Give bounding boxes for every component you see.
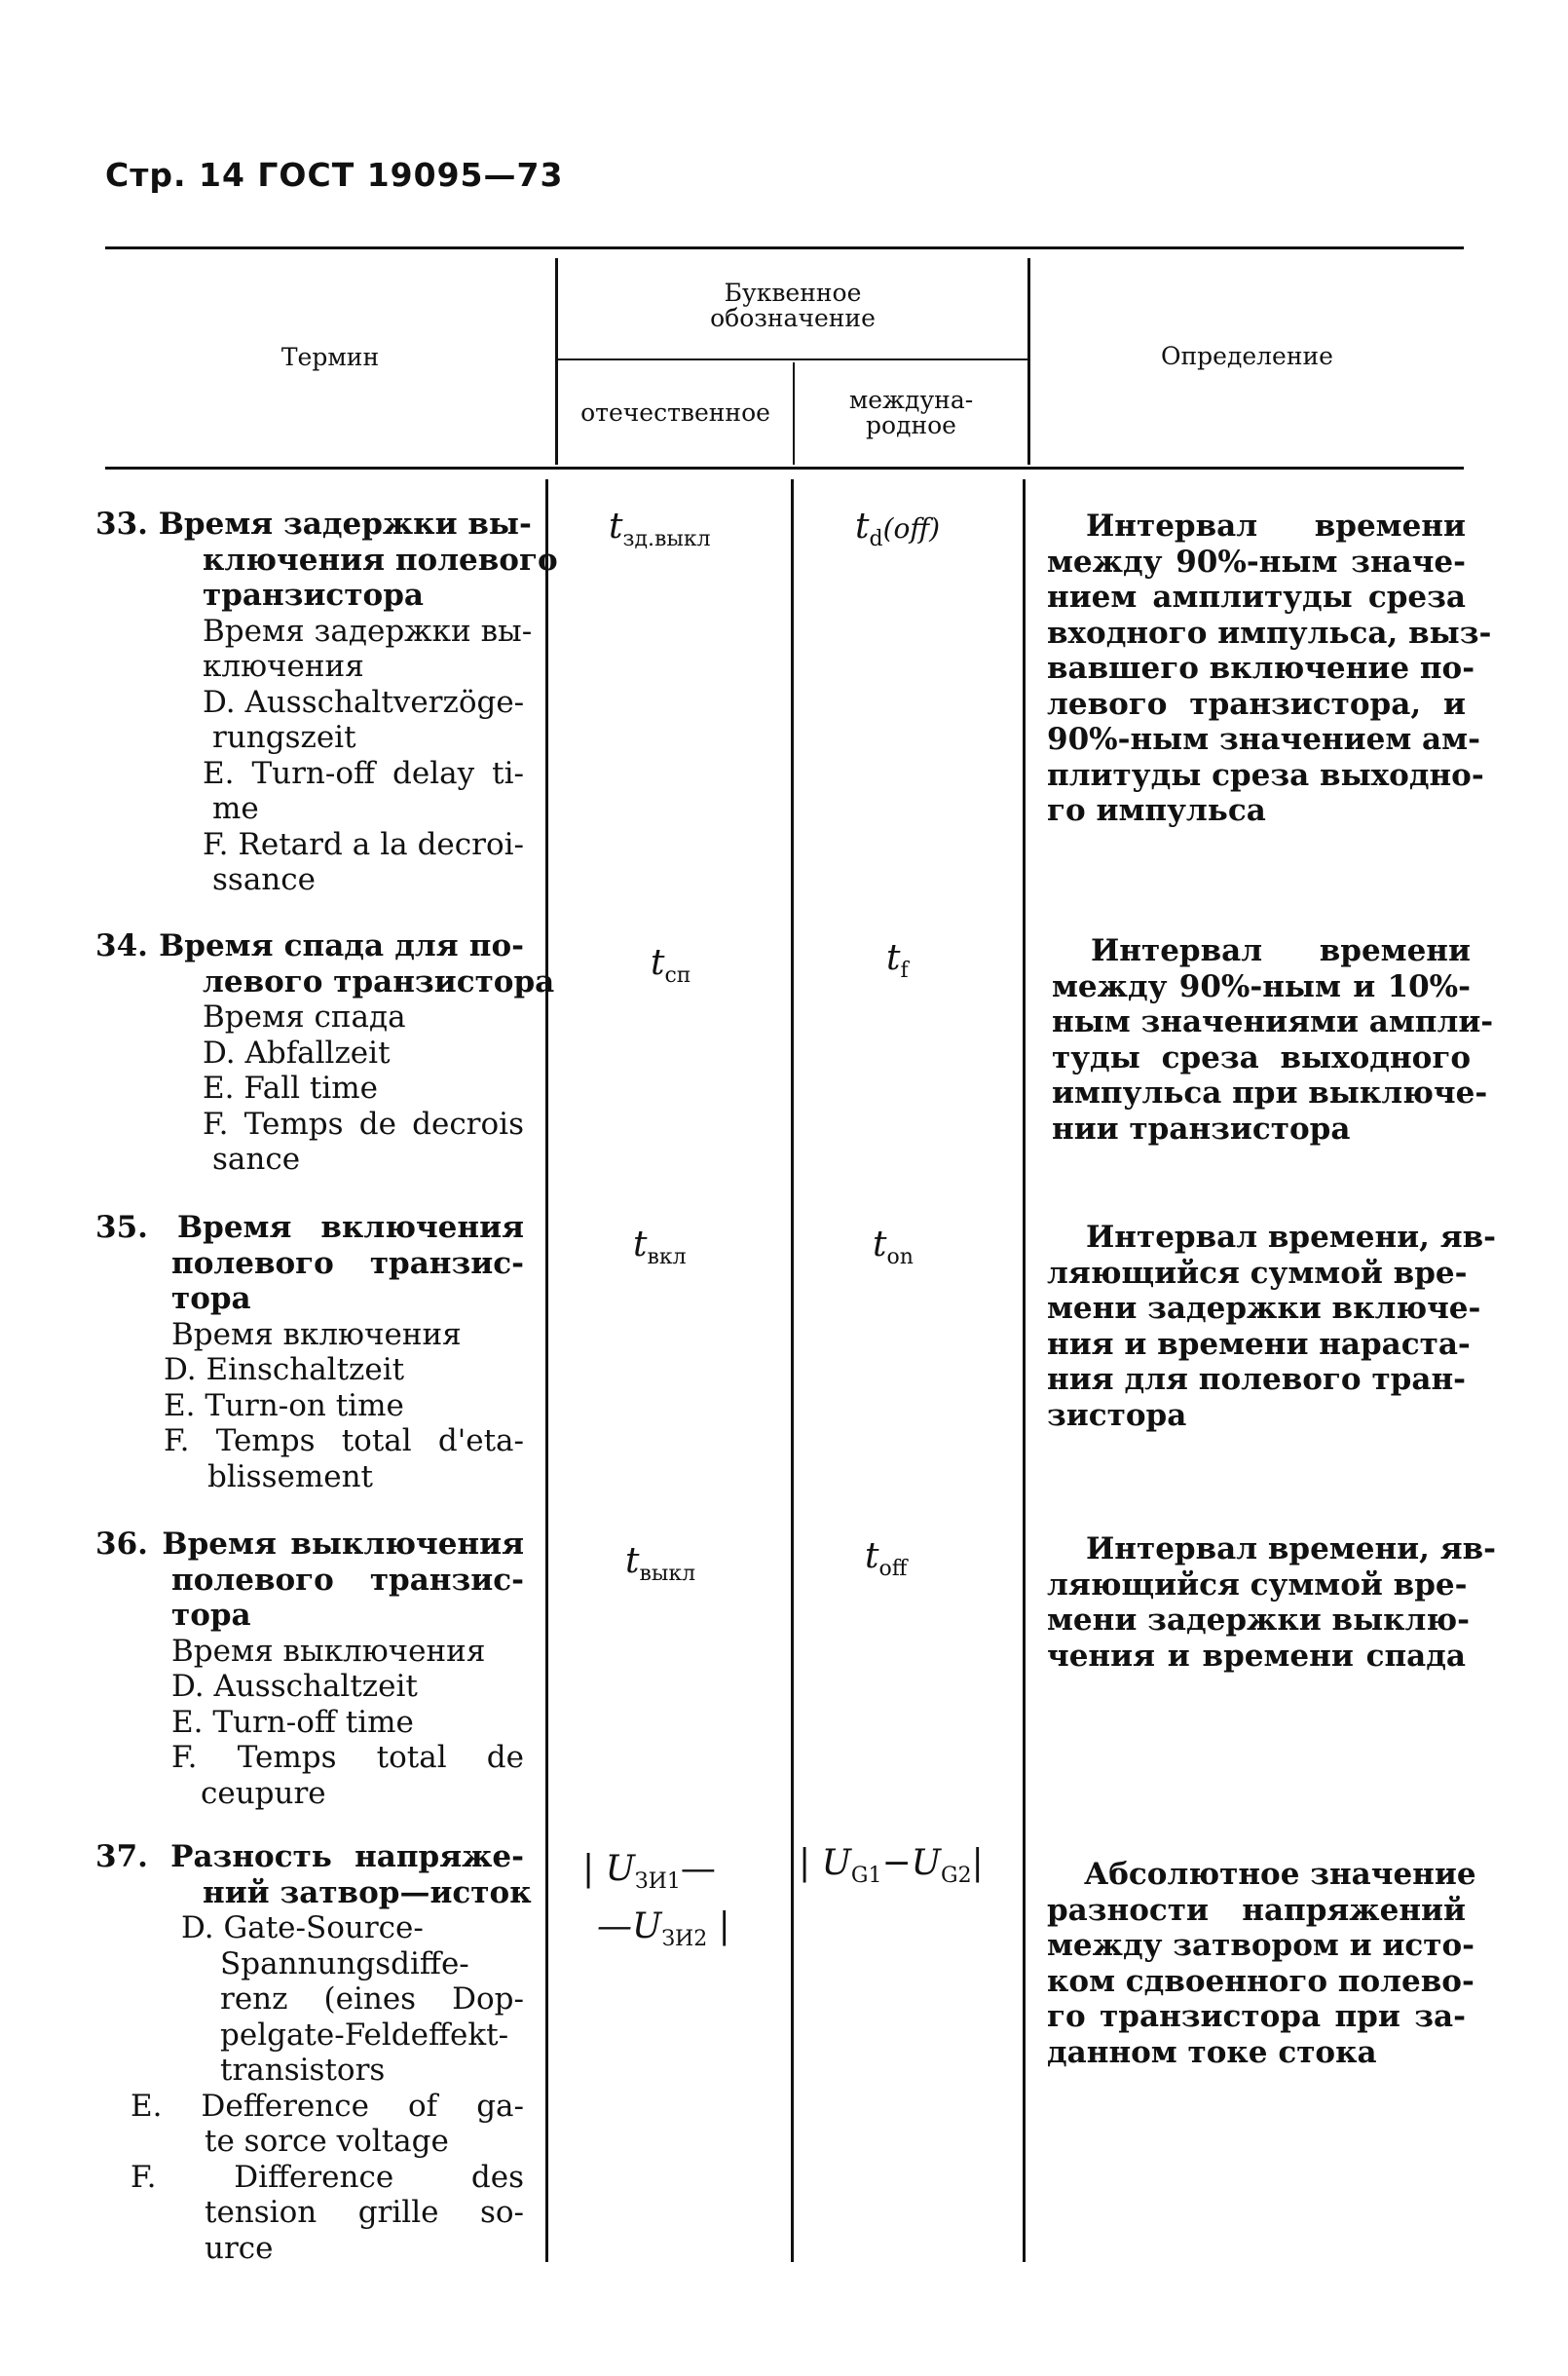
header-bottom-rule <box>105 467 1464 470</box>
term-line: sance <box>212 1142 301 1177</box>
symbol-sub: d <box>869 527 883 552</box>
definition-line: зистора <box>1047 1397 1187 1433</box>
term-line: te sorce voltage <box>205 2124 449 2159</box>
symbol-main: | U <box>582 1849 635 1889</box>
symbol-minus: −U <box>881 1843 942 1883</box>
symbol-line1 <box>582 1847 730 1905</box>
definition-line: импульса при выключе- <box>1052 1075 1488 1111</box>
term-line: 36. Время выключения <box>95 1527 524 1562</box>
symbol-main: —U <box>597 1906 662 1947</box>
term-line: F. Temps total de <box>171 1740 524 1775</box>
term-line: Время включения <box>171 1316 462 1352</box>
definition-line: плитуды среза выходно- <box>1047 757 1484 793</box>
term-line: Время спада <box>203 999 406 1035</box>
top-rule <box>105 246 1464 249</box>
definition-line: нием амплитуды среза <box>1047 580 1466 615</box>
definition-line: го транзистора при за- <box>1047 1999 1466 2034</box>
symbol-sub: выкл <box>639 1562 696 1587</box>
symbol-sub: G1 <box>850 1864 882 1889</box>
symbol-main: | U <box>799 1843 851 1883</box>
definition-line: входного импульса, выз- <box>1047 615 1492 651</box>
definition-line: ным значениями ампли- <box>1052 1004 1494 1039</box>
definition-line: ния для полевого тран- <box>1047 1362 1466 1397</box>
body-vline-1 <box>545 479 548 2262</box>
term-line: urce <box>205 2230 274 2266</box>
symbol-suffix: (off) <box>882 512 941 545</box>
header-international-line1: междуна- <box>848 386 974 414</box>
term-line: me <box>212 791 259 826</box>
term-line: тора <box>171 1281 251 1316</box>
definition-line: Интервал времени <box>1091 933 1471 968</box>
definition-line: 90%-ным значением ам- <box>1047 722 1480 757</box>
definition-line: разности напряжений <box>1047 1892 1466 1928</box>
domestic-symbol-35 <box>633 1225 687 1269</box>
term-line: Время выключения <box>171 1633 486 1669</box>
term-line: Spannungsdiffe- <box>220 1945 469 1981</box>
definition-line: Интервал времени, яв- <box>1086 1220 1497 1255</box>
definition-line: Интервал времени, яв- <box>1086 1531 1497 1566</box>
definition-line: мени задержки выклю- <box>1047 1603 1471 1638</box>
term-line: D. Gate-Source- <box>181 1910 424 1945</box>
header-letter-designation <box>558 281 1027 331</box>
international-symbol-37 <box>799 1843 984 1888</box>
international-symbol-34 <box>886 938 909 983</box>
header-international <box>795 388 1027 438</box>
term-line: F. Difference des <box>131 2159 524 2195</box>
definition-line: ком сдвоенного полево- <box>1047 1963 1475 1999</box>
term-line: ceupure <box>201 1775 326 1811</box>
definition-row-33 <box>1047 509 1492 829</box>
term-line: полевого транзис- <box>171 1245 524 1281</box>
symbol-sub: зд.выкл <box>622 527 711 552</box>
domestic-symbol-34 <box>651 943 691 988</box>
symbol-dash: — <box>680 1849 716 1889</box>
definition-line: ния и времени нараста- <box>1047 1326 1471 1362</box>
body-vline-3 <box>1023 479 1026 2262</box>
term-line: 33. Время задержки вы- <box>95 507 532 542</box>
definition-line: ляющийся суммой вре- <box>1047 1566 1468 1603</box>
term-line: F. Temps de decrois <box>203 1106 524 1142</box>
term-line: F. Temps total d'eta- <box>164 1423 524 1458</box>
symbol-line2 <box>582 1905 730 1962</box>
term-line: E. Turn-on time <box>164 1387 404 1423</box>
term-line: D. Ausschaltverzöge- <box>203 684 525 720</box>
symbol-sub: ЗИ1 <box>634 1869 681 1895</box>
definition-row-34 <box>1052 933 1494 1147</box>
term-line: E. Turn-off time <box>171 1704 414 1740</box>
international-symbol-35 <box>873 1225 914 1269</box>
term-line: blissement <box>207 1458 374 1494</box>
definition-line: туды среза выходного <box>1052 1039 1471 1075</box>
term-line: D. Einschaltzeit <box>164 1352 405 1387</box>
definition-line: вавшего включение по- <box>1047 651 1475 686</box>
term-line: 37. Разность напряже- <box>95 1839 524 1874</box>
term-line: полевого транзис- <box>171 1562 524 1598</box>
definition-line: мени задержки включе- <box>1047 1291 1481 1326</box>
symbol-sub-rule <box>557 358 1028 360</box>
definition-line: между 90%-ным и 10%- <box>1052 968 1471 1004</box>
symbol-main: t <box>633 1225 648 1264</box>
definition-line: левого транзистора, и <box>1047 686 1466 722</box>
symbol-main: t <box>651 943 665 983</box>
domestic-symbol-36 <box>625 1541 695 1586</box>
symbol-main: t <box>855 507 870 547</box>
definition-line: между 90%-ным значе- <box>1047 544 1466 580</box>
symbol-main: t <box>609 507 623 547</box>
definition-line: Абсолютное значение <box>1084 1857 1476 1892</box>
definition-line: ляющийся суммой вре- <box>1047 1255 1468 1291</box>
term-line: E. Defference of ga- <box>131 2088 524 2124</box>
page-header: Стр. 14 ГОСТ 19095—73 <box>105 156 564 194</box>
symbol-main: t <box>625 1541 640 1581</box>
international-symbol-33 <box>855 507 940 551</box>
symbol-sub: G2 <box>941 1864 972 1889</box>
term-line: Время задержки вы- <box>203 613 533 649</box>
definition-row-36 <box>1047 1531 1497 1674</box>
term-line: tension grille so- <box>205 2195 524 2230</box>
domestic-symbol-37 <box>582 1847 730 1962</box>
term-line: ний затвор—исток <box>203 1874 532 1910</box>
body-vline-2 <box>791 479 794 2262</box>
term-row-35 <box>95 1210 524 1494</box>
term-line: левого транзистора <box>203 963 555 999</box>
term-line: транзистора <box>203 578 424 613</box>
term-row-37 <box>95 1839 532 2266</box>
header-letter-designation-line1: Буквенное <box>724 279 862 307</box>
header-definition: Определение <box>1161 342 1333 370</box>
term-line: pelgate-Feldeffekt- <box>220 2017 509 2053</box>
definition-line: го импульса <box>1047 793 1266 828</box>
term-line: E. Fall time <box>203 1071 379 1106</box>
definition-line: нии транзистора <box>1052 1111 1351 1147</box>
term-line: ssance <box>212 862 316 897</box>
term-line: rungszeit <box>212 720 356 755</box>
definition-line: данном токе стока <box>1047 2034 1377 2070</box>
symbol-main: t <box>886 938 901 978</box>
term-line: ключения <box>203 649 364 684</box>
term-line: E. Turn-off delay ti- <box>203 755 524 791</box>
international-symbol-36 <box>865 1536 907 1581</box>
term-line: ключения полевого <box>203 542 558 578</box>
symbol-main: t <box>865 1536 879 1576</box>
symbol-main: t <box>873 1225 887 1264</box>
header-letter-designation-line2: обозначение <box>710 304 876 332</box>
symbol-sub: вкл <box>647 1245 687 1270</box>
term-line: тора <box>171 1598 251 1633</box>
term-line: 35. Время включения <box>95 1210 524 1245</box>
definition-line: между затвором и исто- <box>1047 1928 1475 1963</box>
term-line: 34. Время спада для по- <box>95 928 524 963</box>
term-row-34 <box>95 928 555 1178</box>
symbol-end: | <box>707 1906 730 1947</box>
symbol-sub: ЗИ2 <box>661 1927 708 1952</box>
symbol-sub: on <box>886 1245 914 1270</box>
term-line: D. Ausschaltzeit <box>171 1669 418 1704</box>
definition-row-35 <box>1047 1220 1497 1433</box>
definition-line: Интервал времени <box>1086 509 1466 544</box>
definition-row-37 <box>1047 1857 1476 2070</box>
term-line: F. Retard a la decroi- <box>203 826 524 862</box>
header-domestic: отечественное <box>580 398 770 427</box>
term-line: transistors <box>220 2053 386 2088</box>
header-international-line2: родное <box>866 411 956 439</box>
header-term: Термин <box>280 343 380 371</box>
term-row-33 <box>95 507 558 898</box>
symbol-sub: off <box>878 1557 908 1582</box>
symbol-close: | <box>971 1843 984 1883</box>
symbol-sub: сп <box>664 963 691 989</box>
term-line: renz (eines Dop- <box>220 1981 524 2017</box>
term-row-36 <box>95 1527 524 1811</box>
domestic-symbol-33 <box>609 507 711 551</box>
symbol-sub: f <box>900 959 909 984</box>
term-line: D. Abfallzeit <box>203 1035 391 1071</box>
definition-line: чения и времени спада <box>1047 1638 1466 1674</box>
